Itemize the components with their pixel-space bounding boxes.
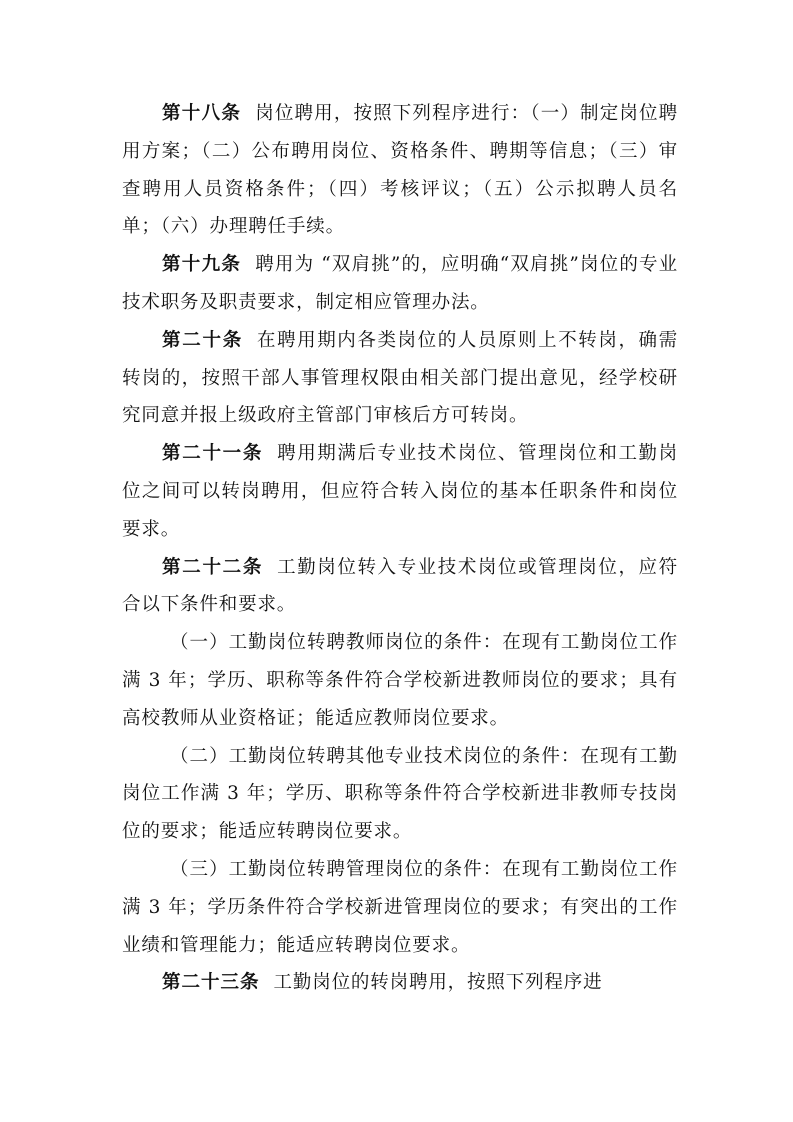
article-text: 工勤岗位转入专业技术岗位或管理岗位，应符合以下条件和要求。 [122, 556, 678, 616]
article-text: 聘用期满后专业技术岗位、管理岗位和工勤岗位之间可以转岗聘用，但应符合转入岗位的基本任职条件和岗位要求。 [122, 443, 678, 540]
article-heading: 第二十一条 [162, 443, 264, 465]
article-21 [122, 435, 678, 548]
article-text: 在聘用期内各类岗位的人员原则上不转岗，确需转岗的，按照干部人事管理权限由相关部门提出意见，经学校研究同意并报上级政府主管部门审核后方可转岗。 [122, 329, 678, 427]
article-text: 岗位聘用，按照下列程序进行：（一）制定岗位聘用方案；（二）公布聘用岗位、资格条件、聘期等信息；（三）审查聘用人员资格条件；（四）考核评议；（五）公示拟聘人员名单；（六）办理聘任手续。 [122, 103, 678, 238]
article-text: 工勤岗位的转岗聘用，按照下列程序进 [273, 972, 603, 994]
article-20 [122, 322, 678, 435]
article-22 [122, 549, 678, 625]
condition-item-1: （一）工勤岗位转聘教师岗位的条件：在现有工勤岗位工作满 3 年；学历、职称等条件符合学校新进教师岗位的要求；具有高校教师从业资格证；能适应教师岗位要求。 [122, 632, 678, 729]
article-23 [122, 964, 678, 1002]
document-page [122, 95, 678, 1002]
article-19 [122, 246, 678, 322]
condition-item-3: （三）工勤岗位转聘管理岗位的条件：在现有工勤岗位工作满 3 年；学历条件符合学校新进管理岗位的要求；有突出的工作业绩和管理能力；能适应转聘岗位要求。 [122, 858, 678, 956]
article-heading: 第十九条 [162, 254, 242, 276]
article-heading: 第二十二条 [162, 556, 264, 578]
article-heading: 第二十三条 [162, 972, 260, 994]
article-18 [122, 95, 678, 246]
article-heading: 第十八条 [162, 103, 242, 124]
article-text: 聘用为 “双肩挑”的，应明确“双肩挑”岗位的专业技术职务及职责要求，制定相应管理办法。 [122, 254, 678, 313]
condition-item-2: （二）工勤岗位转聘其他专业技术岗位的条件：在现有工勤岗位工作满 3 年；学历、职称等条件符合学校新进非教师专技岗位的要求；能适应转聘岗位要求。 [122, 745, 678, 843]
article-heading: 第二十条 [162, 329, 243, 351]
